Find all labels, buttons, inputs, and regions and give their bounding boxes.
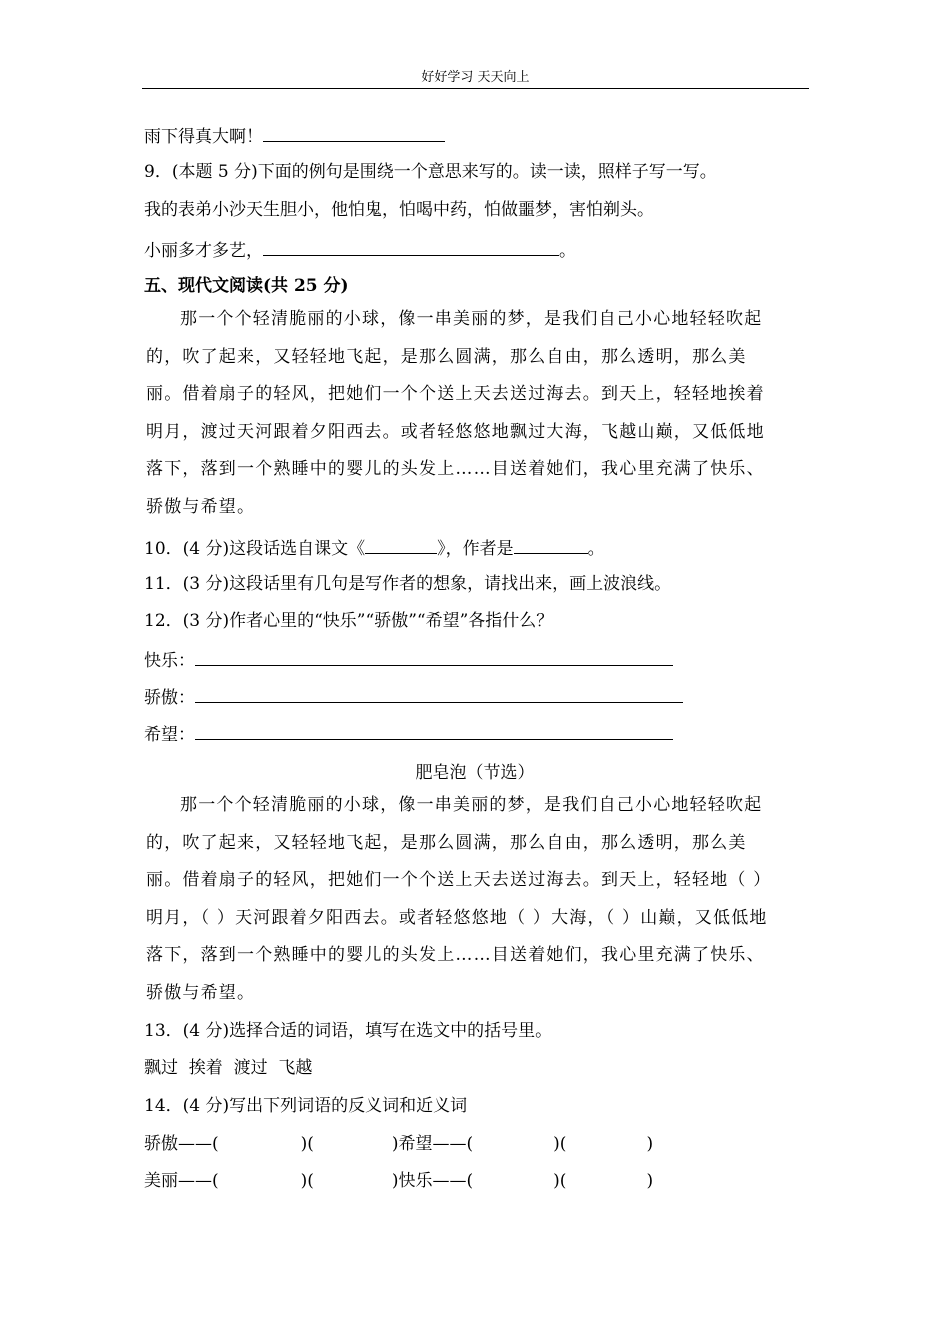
header-rule (142, 88, 809, 89)
q14-sep: )( (300, 1171, 314, 1191)
q14-row-2 (144, 1170, 653, 1192)
q14-word: )快乐——( (391, 1171, 474, 1191)
q9-task-end: 。 (559, 241, 576, 261)
q12-label: 希望： (144, 725, 195, 745)
passage-1-line: 落下，落到一个熟睡中的婴儿的头发上……目送着她们，我心里充满了快乐、 (146, 459, 765, 479)
q14-sep: )( (553, 1134, 567, 1154)
q12-label: 快乐： (144, 651, 195, 671)
passage-1 (146, 301, 816, 526)
q8-tail (144, 123, 445, 148)
q9-answer-blank[interactable] (263, 237, 559, 256)
q14-word: )希望——( (391, 1134, 474, 1154)
q10-part3: 。 (587, 539, 605, 559)
q14-end: ) (646, 1171, 654, 1191)
q11: 11．(3 分)这段话里有几句是写作者的想象，请找出来，画上波浪线。 (144, 574, 672, 594)
passage-2-line: 丽。借着扇子的轻风，把她们一个个送上天去送过海去。到天上，轻轻地（ ） (146, 870, 772, 890)
passage-1-line: 骄傲与希望。 (146, 496, 256, 517)
q12-proud-row (144, 684, 683, 709)
passage-2-line: 的，吹了起来，又轻轻地飞起，是那么圆满，那么自由，那么透明，那么美 (146, 832, 747, 853)
q14-word: 美丽——( (144, 1171, 219, 1191)
q14-row-1 (144, 1133, 653, 1155)
q12-label: 骄傲： (144, 688, 195, 708)
q9-task-start: 小丽多才多艺， (144, 241, 263, 261)
passage-2-line: 那一个个轻清脆丽的小球，像一串美丽的梦，是我们自己小心地轻轻吹起 (180, 795, 763, 815)
q8-answer-blank[interactable] (263, 123, 445, 142)
passage-2 (146, 787, 816, 1012)
q12-happy-blank[interactable] (195, 647, 673, 666)
passage-2-line: 明月，（ ）天河跟着夕阳西去。或者轻悠悠地（ ）大海，（ ）山巅，又低低地 (146, 907, 768, 928)
q14-sep: )( (300, 1134, 314, 1154)
passage-1-line: 那一个个轻清脆丽的小球，像一串美丽的梦，是我们自己小心地轻轻吹起 (180, 309, 763, 329)
q9-task (144, 237, 576, 262)
passage-2-title: 肥皂泡（节选） (415, 763, 535, 783)
q10-lesson-blank[interactable] (365, 535, 437, 554)
q9-example: 我的表弟小沙天生胆小，他怕鬼，怕喝中药，怕做噩梦，害怕剃头。 (144, 200, 654, 220)
q13-options: 飘过 挨着 渡过 飞越 (144, 1058, 313, 1078)
q8-tail-text: 雨下得真大啊！ (144, 127, 263, 147)
passage-1-line: 丽。借着扇子的轻风，把她们一个个送上天去送过海去。到天上，轻轻地挨着 (146, 384, 765, 404)
q12-proud-blank[interactable] (195, 684, 683, 703)
page-header: 好好学习 天天向上 (421, 70, 530, 85)
q12-hope-blank[interactable] (195, 721, 673, 740)
q14-prompt: 14．(4 分)写出下列词语的反义词和近义词 (144, 1096, 468, 1116)
section-5-title: 五、现代文阅读(共 25 分) (144, 276, 349, 296)
q10-author-blank[interactable] (514, 535, 588, 554)
q14-sep: )( (553, 1171, 567, 1191)
passage-2-line: 骄傲与希望。 (146, 982, 256, 1003)
q13-prompt: 13．(4 分)选择合适的词语，填写在选文中的括号里。 (144, 1021, 553, 1041)
q9-prompt: 9．(本题 5 分)下面的例句是围绕一个意思来写的。读一读，照样子写一写。 (144, 162, 717, 182)
passage-1-line: 的，吹了起来，又轻轻地飞起，是那么圆满，那么自由，那么透明，那么美 (146, 346, 747, 367)
q10 (144, 535, 605, 560)
passage-2-line: 落下，落到一个熟睡中的婴儿的头发上……目送着她们，我心里充满了快乐、 (146, 945, 765, 965)
q12-prompt: 12．(3 分)作者心里的“快乐”“骄傲”“希望”各指什么？ (144, 611, 554, 631)
passage-1-line: 明月，渡过天河跟着夕阳西去。或者轻悠悠地飘过大海，飞越山巅，又低低地 (146, 421, 765, 442)
q14-end: ) (646, 1134, 654, 1154)
q12-hope-row (144, 721, 673, 746)
q12-happy-row (144, 647, 673, 672)
q10-part1: 10．(4 分)这段话选自课文《 (144, 539, 366, 559)
q10-part2: 》，作者是 (437, 539, 514, 559)
q14-word: 骄傲——( (144, 1134, 219, 1154)
